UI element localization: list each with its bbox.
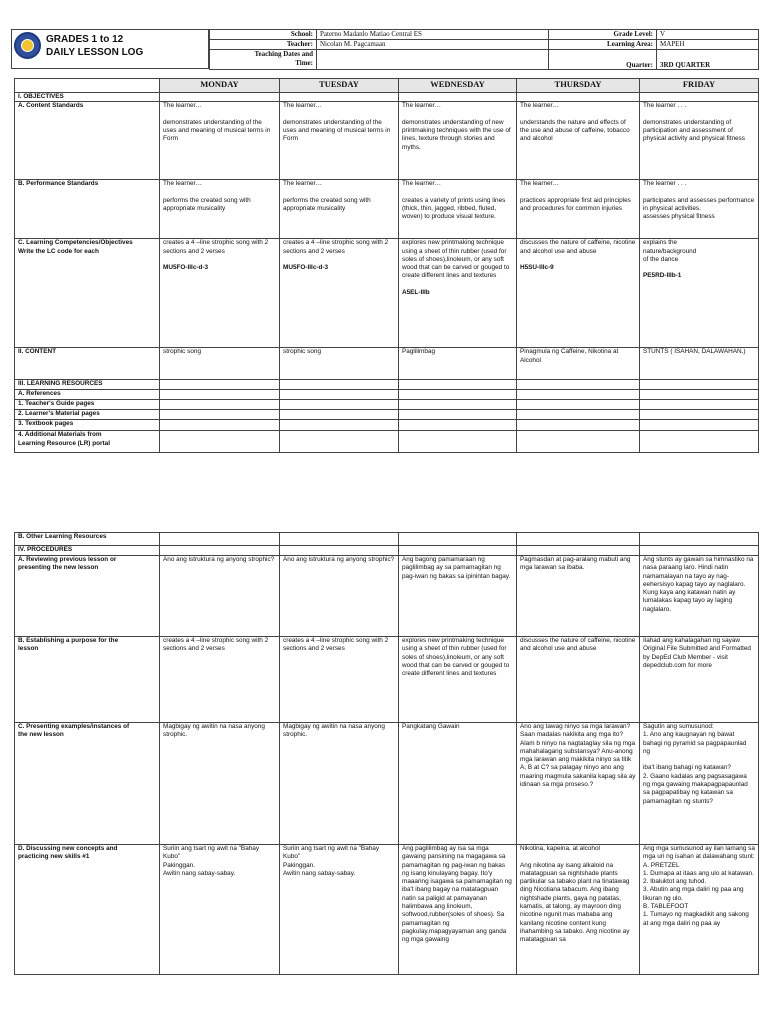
additional-materials-label: 4. Additional Materials from Learning Resource (LR) portal bbox=[15, 431, 160, 453]
area-label: Learning Area: bbox=[549, 40, 657, 50]
content-standards-wednesday: The learner… demonstrates understanding of new printmaking techniques with the use of lines, texture through stories and myths. bbox=[399, 102, 517, 180]
performance-standards-friday: The learner . . . participates and assesses performance in physical activities. assesses physical fitness bbox=[640, 180, 759, 239]
teacher-label: Teacher: bbox=[210, 40, 317, 50]
grade-value: V bbox=[657, 30, 759, 40]
day-header-wednesday: WEDNESDAY bbox=[399, 79, 517, 93]
performance-standards-thursday: The learner… practices appropriate first aid principles and procedures for common injuries bbox=[517, 180, 640, 239]
reviewing-friday: Ang stunts ay gawain sa himnastiko na nasa paraang laro. Hindi natin namamalayan na tayo ay nag-eehersisyo kapag tayo ay naglalaro. Kung kaya ang katawan natin ay lumalakas kapag tayo ay laging naglalaro. bbox=[640, 556, 759, 637]
other-resources-label: B. Other Learning Resources bbox=[15, 533, 160, 546]
area-value: MAPEH bbox=[657, 40, 759, 50]
establishing-tuesday: creates a 4 –line strophic song with 2 sections and 2 verses bbox=[280, 637, 399, 723]
lesson-log-table-page1 bbox=[14, 78, 759, 453]
school-value: Paterno Madanlo Matiao Central ES bbox=[317, 30, 549, 40]
deped-seal-icon bbox=[14, 32, 41, 59]
school-label: School: bbox=[210, 30, 317, 40]
learning-resources-heading: III. LEARNING RESOURCES bbox=[15, 380, 160, 390]
competencies-label: C. Learning Competencies/Objectives Write the LC code for each bbox=[15, 239, 160, 348]
content-friday: STUNTS ( ISAHAN, DALAWAHAN,) bbox=[640, 348, 759, 380]
dates-label: Teaching Dates and Time: bbox=[210, 50, 317, 70]
content-wednesday: Paglilimbag bbox=[399, 348, 517, 380]
grade-label: Grade Level: bbox=[549, 30, 657, 40]
quarter-value: 3RD QUARTER bbox=[657, 50, 759, 70]
content-standards-tuesday: The learner… demonstrates understanding of the uses and meaning of musical terms in Form bbox=[280, 102, 399, 180]
lc-code: H5SU-IIIc-9 bbox=[520, 263, 554, 271]
title-line2: DAILY LESSON LOG bbox=[46, 47, 144, 58]
presenting-wednesday: Pangkatang Gawain bbox=[399, 723, 517, 845]
performance-standards-monday: The learner… performs the created song with appropriate musicality bbox=[160, 180, 280, 239]
lesson-log-table-page2 bbox=[14, 532, 759, 975]
teacher-value: Nicolan M. Pagcamaan bbox=[317, 40, 549, 50]
quarter-label: Quarter: bbox=[549, 50, 657, 70]
title-line1: GRADES 1 to 12 bbox=[46, 34, 124, 45]
lc-code: A5EL-IIIb bbox=[402, 288, 430, 296]
references-label: A. References bbox=[15, 390, 160, 400]
content-label: II. CONTENT bbox=[15, 348, 160, 380]
reviewing-monday: Ano ang istruktura ng anyong strophic? bbox=[160, 556, 280, 637]
establishing-label: B. Establishing a purpose for the lesson bbox=[15, 637, 160, 723]
competency-text: creates a 4 –line strophic song with 2 sections and 2 verses bbox=[283, 239, 389, 255]
competencies-tuesday bbox=[280, 239, 399, 348]
presenting-thursday: Ano ang tawag ninyo sa mga larawan? Saan madalas nakikita ang mga ito? Alam b ninyo na nagtataglay sila ng mga mahahalagang substansya? Anu-anong mga larawan ang makikita ninyo sa titik A, B at C? sa palagay ninyo ano ang maaring magmula sakanila kapag sila ay idinaan sa mga proseso.? bbox=[517, 723, 640, 845]
presenting-tuesday: Magbigay ng awitin na nasa anyong strophic. bbox=[280, 723, 399, 845]
objectives-heading: I. OBJECTIVES bbox=[15, 93, 160, 102]
content-tuesday: strophic song bbox=[280, 348, 399, 380]
learners-material-label: 2. Learner's Material pages bbox=[15, 410, 160, 420]
lc-code: PE5RD-IIIb-1 bbox=[643, 272, 682, 280]
performance-standards-tuesday: The learner… performs the created song with appropriate musicality bbox=[280, 180, 399, 239]
presenting-label: C. Presenting examples/instances of the new lesson bbox=[15, 723, 160, 845]
teachers-guide-label: 1. Teacher's Guide pages bbox=[15, 400, 160, 410]
competency-text: explains the nature/background of the dance bbox=[643, 239, 697, 263]
competencies-monday bbox=[160, 239, 280, 348]
content-standards-friday: The learner . . . demonstrates understanding of participation and assessment of physical activity and physical fitness bbox=[640, 102, 759, 180]
day-header-tuesday: TUESDAY bbox=[280, 79, 399, 93]
discussing-tuesday: Suriin ang tsart ng awit na "Bahay Kubo" Pakinggan. Awitin nang sabay-sabay. bbox=[280, 845, 399, 975]
content-standards-thursday: The learner… understands the nature and effects of the use and abuse of caffeine, tobacco and alcohol bbox=[517, 102, 640, 180]
discussing-friday: Ang mga sumusunod ay ilan lamang sa mga uri ng isahan at dalawahang stunt: A. PRETZEL 1. Dumapa at itaas ang ulo at katawan. 2. Ibaluktot ang tuhod. 3. Abutin ang mga daliri ng paa ang likuran ng ulo. B. TABLEFOOT 1. Tumayo ng magkadikit ang sakong at ang mga daliri ng paa ay bbox=[640, 845, 759, 975]
header-box bbox=[11, 29, 209, 69]
reviewing-tuesday: Ano ang istruktura ng anyong strophic? bbox=[280, 556, 399, 637]
presenting-monday: Magbigay ng awitin na nasa anyong strophic. bbox=[160, 723, 280, 845]
reviewing-wednesday: Ang bagong pamamaraan ng paglilimbag ay sa pamamagitan ng pag-iwan ng bakas sa ipinintan bagay. bbox=[399, 556, 517, 637]
corner-cell bbox=[15, 79, 160, 93]
day-header-thursday: THURSDAY bbox=[517, 79, 640, 93]
lc-code: MU5FO-IIIc-d-3 bbox=[163, 263, 209, 271]
procedures-heading: IV. PROCEDURES bbox=[15, 546, 160, 556]
content-monday: strophic song bbox=[160, 348, 280, 380]
presenting-friday: Sagutin ang sumusunod: 1. Ano ang kaugnayan ng bawat bahagi ng pyramid sa pagpapaunlad ng iba't ibang bahagi ng katawan? 2. Gaano kadalas ang pagsasagawa ng mga gawaing makapagpapaunlad sa pagpapatibay ng katawan sa pamamagitan ng stunts? bbox=[640, 723, 759, 845]
content-thursday: Pinagmula ng Caffeine, Nikotina at Alcohol bbox=[517, 348, 640, 380]
establishing-thursday: discusses the nature of caffeine, nicotine and alcohol use and abuse bbox=[517, 637, 640, 723]
competency-text: explores new printmaking technique using a sheet of thin rubber (used for soles of shoes),linoleum, or any soft wood that can be carved or gouged to create different lines and textures bbox=[402, 239, 510, 280]
content-standards-monday: The learner… demonstrates understanding of the uses and meaning of musical terms in Form bbox=[160, 102, 280, 180]
day-header-friday: FRIDAY bbox=[640, 79, 759, 93]
reviewing-thursday: Pagmasdan at pag-aralang mabuti ang mga larawan sa ibaba. bbox=[517, 556, 640, 637]
discussing-thursday: Nikotina, kapeina, at alcohol Ang nikotina ay isang alkaloid na matatagpuan sa nightshade plants partikular sa tabako plant na tinatawag ding Nicotiana tabacum. Ang ibang nightshade plants, gaya ng patatas, kamatis, at talong, ay mayroon ding nicotine ngunit mas mababa ang kanilang nicotine content kung ihahambing sa tabako. Ang nicotine ay matatagpuan sa bbox=[517, 845, 640, 975]
competencies-friday bbox=[640, 239, 759, 348]
establishing-friday: Ilahad ang kahalagahan ng sayaw Original File Submitted and Formatted by DepEd Club Member - visit depedclub.com for more bbox=[640, 637, 759, 723]
textbook-label: 3. Textbook pages bbox=[15, 420, 160, 431]
day-header-monday: MONDAY bbox=[160, 79, 280, 93]
performance-standards-wednesday: The learner… creates a variety of prints using lines (thick, thin, jagged, ribbed, fluted, woven) to produce visual texture. bbox=[399, 180, 517, 239]
lc-code: MU5FO-IIIc-d-3 bbox=[283, 263, 329, 271]
performance-standards-label: B. Performance Standards bbox=[15, 180, 160, 239]
competencies-thursday bbox=[517, 239, 640, 348]
discussing-label: D. Discussing new concepts and practicing new skills #1 bbox=[15, 845, 160, 975]
establishing-wednesday: explores new printmaking technique using a sheet of thin rubber (used for soles of shoes),linoleum, or any soft wood that can be carved or gouged to create different lines and textures bbox=[399, 637, 517, 723]
content-standards-label: A. Content Standards bbox=[15, 102, 160, 180]
competency-text: creates a 4 –line strophic song with 2 sections and 2 verses bbox=[163, 239, 269, 255]
competencies-wednesday bbox=[399, 239, 517, 348]
header-info-table bbox=[209, 29, 759, 70]
reviewing-label: A. Reviewing previous lesson or presenting the new lesson bbox=[15, 556, 160, 637]
establishing-monday: creates a 4 –line strophic song with 2 sections and 2 verses bbox=[160, 637, 280, 723]
dates-value bbox=[317, 50, 549, 70]
competency-text: discusses the nature of caffeine, nicotine and alcohol use and abuse bbox=[520, 239, 636, 255]
discussing-monday: Suriin ang tsart ng awit na "Bahay Kubo" Pakinggan. Awitin nang sabay-sabay. bbox=[160, 845, 280, 975]
discussing-wednesday: Ang paglilimbag ay isa sa mga gawaing pansining na magagawa sa pamamagitan ng pag-iwan ng bakas ng isang kinulayang bagay. Ito'y maaaring isagawa sa pamamagitan ng iba't ibang bagay na matatagpuan natin sa paligid at pamayanan halimbawa ang linoleum, softwood,rubber(soles of shoes). Sa pamamagitan ng pagkulay,mapagyayaman ang ganda ng mga gawaing bbox=[399, 845, 517, 975]
